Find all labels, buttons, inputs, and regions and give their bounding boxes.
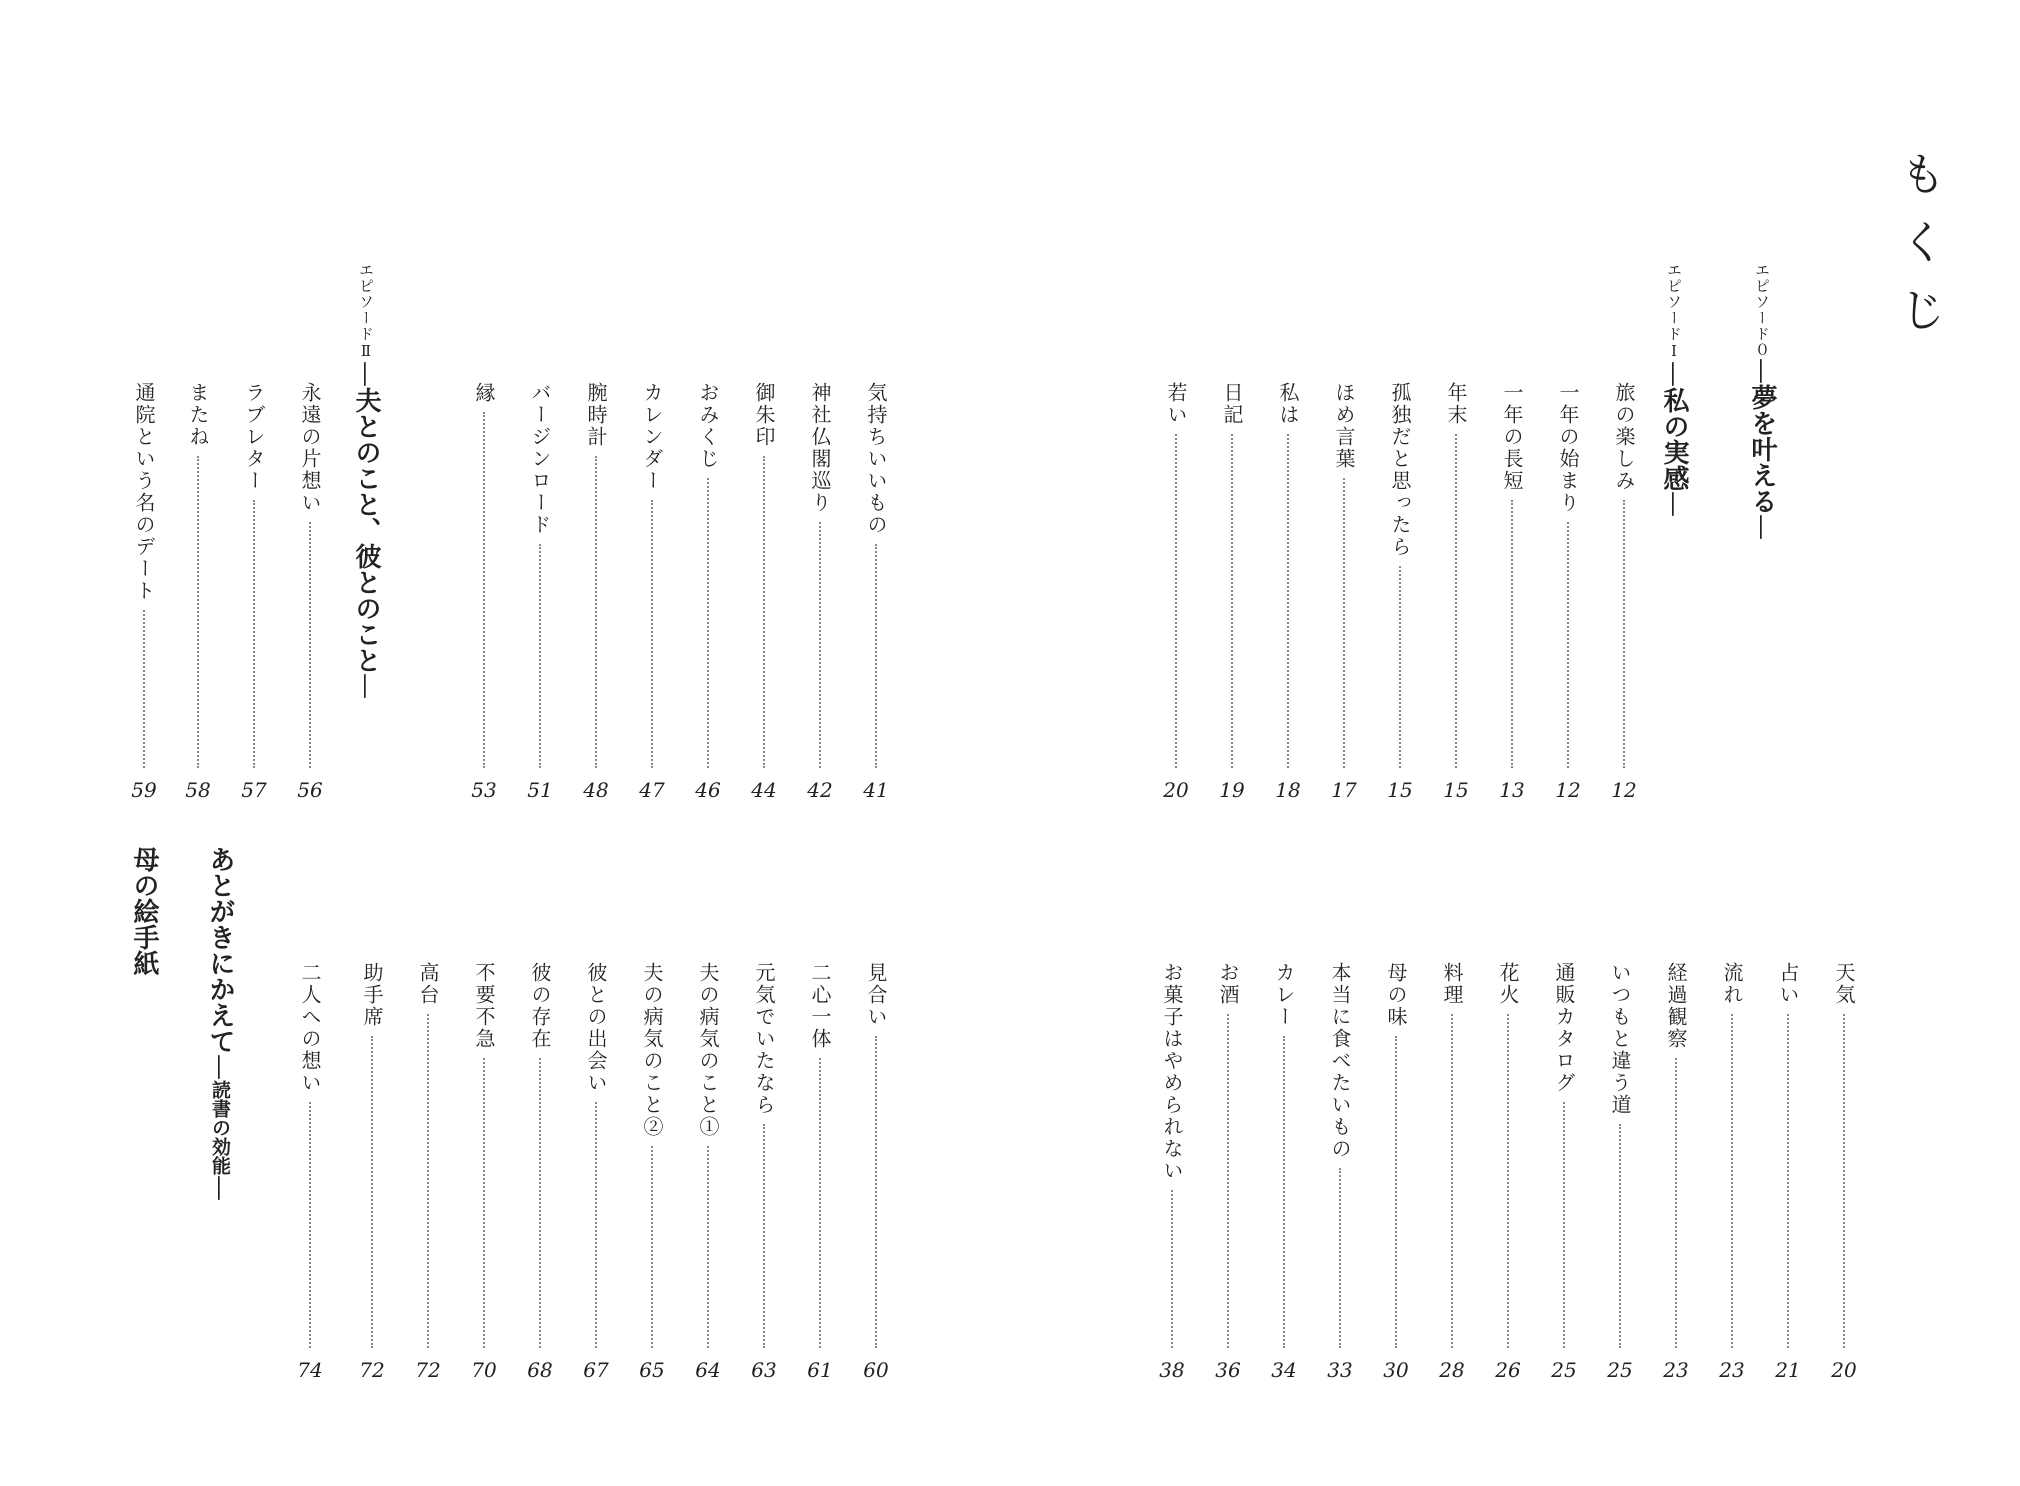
toc-page-number: 15 [1387,778,1413,802]
toc-entry-title: お菓子はやめられない [1160,962,1184,1182]
toc-leader-dots [595,1102,597,1348]
toc-leader-dots [1843,1014,1845,1348]
toc-entry-title: 料理 [1440,962,1464,1006]
toc-leader-dots [1287,434,1289,768]
toc-page-number: 12 [1611,778,1637,802]
section-episode-0-title: 夢を叶える [1747,384,1777,514]
toc-leader-dots [1563,1102,1565,1348]
toc-page-number: 58 [185,778,211,802]
toc-page-number: 72 [359,1358,385,1382]
toc-entry-title: 旅の楽しみ [1612,382,1636,492]
toc-page-number: 70 [471,1358,497,1382]
toc-leader-dots [595,456,597,768]
section-afterword-title: あとがきにかえて [205,846,235,1054]
toc-leader-dots [1507,1014,1509,1348]
toc-page-number: 64 [695,1358,721,1382]
toc-entry-title: 本当に食べたいもの [1328,962,1352,1160]
toc-entry-title: いつもと違う道 [1608,962,1632,1116]
toc-page-number: 68 [527,1358,553,1382]
toc-entry-title: 私は [1276,382,1300,426]
toc-entry-title: 二人への想い [298,962,322,1094]
section-episode-2-label: エピソードⅡ [357,262,375,361]
toc-page-number: 65 [639,1358,665,1382]
toc-entry-title: 永遠の片想い [298,382,322,514]
section-mothers-letters [130,846,158,976]
toc-page-number: 12 [1555,778,1581,802]
toc-entry-title: ラブレター [242,382,266,492]
toc-entry-title: お酒 [1216,962,1240,1006]
toc-leader-dots [483,412,485,768]
toc-page-number: 20 [1831,1358,1857,1382]
toc-leader-dots [819,522,821,768]
toc-page-number: 30 [1383,1358,1409,1382]
section-dash: — [205,1175,235,1201]
toc-leader-dots [309,522,311,768]
toc-leader-dots [253,500,255,768]
toc-leader-dots [197,456,199,768]
toc-entry-title: 花火 [1496,962,1520,1006]
toc-entry-title: 神社仏閣巡り [808,382,832,514]
toc-page-number: 67 [583,1358,609,1382]
toc-page-number: 25 [1551,1358,1577,1382]
toc-page-number: 46 [695,778,721,802]
toc-leader-dots [651,500,653,768]
section-afterword [206,846,234,1201]
toc-page-number: 59 [131,778,157,802]
section-dash: — [1747,514,1777,540]
toc-entry-title: 夫の病気のこと① [696,962,720,1138]
toc-leader-dots [1511,500,1513,768]
section-afterword-subtitle: 読書の効能 [209,1080,231,1175]
toc-leader-dots [707,478,709,768]
toc-page-number: 63 [751,1358,777,1382]
toc-entry-title: カレンダー [640,382,664,492]
toc-entry-title: 若い [1164,382,1188,426]
toc-page-number: 36 [1215,1358,1241,1382]
toc-page-number: 25 [1607,1358,1633,1382]
toc-entry-title: 見合い [864,962,888,1028]
toc-leader-dots [1399,566,1401,768]
toc-page-number: 57 [241,778,267,802]
toc-page-number: 51 [527,778,553,802]
toc-entry-title: またね [186,382,210,448]
toc-entry-title: 元気でいたなら [752,962,776,1116]
toc-leader-dots [1283,1036,1285,1348]
section-episode-1 [1660,262,1688,517]
toc-entry-title: 夫の病気のこと② [640,962,664,1138]
page-title: もくじ [1893,150,1947,354]
toc-page-number: 18 [1275,778,1301,802]
toc-page-number: 20 [1163,778,1189,802]
section-episode-1-label: エピソードⅠ [1665,262,1683,361]
section-episode-1-title: 私の実感 [1659,387,1689,491]
toc-leader-dots [1451,1014,1453,1348]
toc-entry-title: 通院という名のデート [132,382,156,602]
toc-page-number: 38 [1159,1358,1185,1382]
section-episode-2 [352,262,380,699]
toc-entry-title: おみくじ [696,382,720,470]
toc-leader-dots [1623,500,1625,768]
toc-entry-title: 通販カタログ [1552,962,1576,1094]
toc-entry-title: 御朱印 [752,382,776,448]
section-dash: — [1659,491,1689,517]
toc-leader-dots [1339,1168,1341,1348]
toc-page-number: 56 [297,778,323,802]
section-episode-0-label: エピソード０ [1753,262,1771,358]
toc-entry-title: 流れ [1720,962,1744,1006]
toc-entry-title: 孤独だと思ったら [1388,382,1412,558]
toc-entry-title: 気持ちいいもの [864,382,888,536]
section-dash: — [205,1054,235,1080]
toc-leader-dots [651,1146,653,1348]
toc-leader-dots [371,1036,373,1348]
toc-page-number: 48 [583,778,609,802]
toc-page-number: 28 [1439,1358,1465,1382]
toc-leader-dots [539,544,541,768]
toc-page-number: 13 [1499,778,1525,802]
toc-leader-dots [427,1014,429,1348]
toc-leader-dots [763,456,765,768]
toc-page-number: 61 [807,1358,833,1382]
section-dash: — [1659,361,1689,387]
toc-leader-dots [1455,434,1457,768]
toc-leader-dots [1171,1190,1173,1348]
toc-page-number: 33 [1327,1358,1353,1382]
toc-leader-dots [1175,434,1177,768]
toc-entry-title: 彼の存在 [528,962,552,1050]
toc-leader-dots [707,1146,709,1348]
toc-page-number: 21 [1775,1358,1801,1382]
toc-leader-dots [819,1058,821,1348]
toc-page-number: 41 [863,778,889,802]
toc-page-number: 60 [863,1358,889,1382]
toc-page-number: 19 [1219,778,1245,802]
section-dash: — [351,361,381,387]
toc-leader-dots [875,544,877,768]
toc-entry-title: ほめ言葉 [1332,382,1356,470]
toc-page-number: 34 [1271,1358,1297,1382]
toc-page-number: 47 [639,778,665,802]
toc-entry-title: 彼との出会い [584,962,608,1094]
toc-leader-dots [483,1058,485,1348]
section-dash: — [351,673,381,699]
toc-entry-title: 年末 [1444,382,1468,426]
toc-leader-dots [1227,1014,1229,1348]
toc-leader-dots [539,1058,541,1348]
toc-entry-title: 一年の長短 [1500,382,1524,492]
section-episode-0 [1748,262,1776,540]
toc-leader-dots [1731,1014,1733,1348]
toc-page-number: 23 [1663,1358,1689,1382]
toc-leader-dots [1567,522,1569,768]
toc-page-number: 53 [471,778,497,802]
toc-entry-title: バージンロード [528,382,552,536]
section-dash: — [1747,358,1777,384]
toc-page-number: 23 [1719,1358,1745,1382]
toc-leader-dots [1619,1124,1621,1348]
toc-leader-dots [763,1124,765,1348]
toc-page-number: 74 [297,1358,323,1382]
toc-page-number: 17 [1331,778,1357,802]
toc-entry-title: 助手席 [360,962,384,1028]
section-mothers-letters-title: 母の絵手紙 [129,846,159,976]
toc-entry-title: 日記 [1220,382,1244,426]
toc-entry-title: 不要不急 [472,962,496,1050]
toc-entry-title: カレー [1272,962,1296,1028]
toc-leader-dots [875,1036,877,1348]
toc-entry-title: 二心一体 [808,962,832,1050]
toc-page-number: 44 [751,778,777,802]
toc-leader-dots [143,610,145,768]
section-episode-2-title: 夫とのこと、彼とのこと [351,387,381,673]
toc-page-number: 26 [1495,1358,1521,1382]
toc-entry-title: 母の味 [1384,962,1408,1028]
toc-entry-title: 一年の始まり [1556,382,1580,514]
toc-leader-dots [1787,1014,1789,1348]
toc-page-number: 42 [807,778,833,802]
toc-leader-dots [1675,1058,1677,1348]
toc-page-number: 15 [1443,778,1469,802]
toc-entry-title: 占い [1776,962,1800,1006]
toc-entry-title: 高台 [416,962,440,1006]
toc-leader-dots [309,1102,311,1348]
toc-leader-dots [1395,1036,1397,1348]
toc-leader-dots [1343,478,1345,768]
toc-entry-title: 経過観察 [1664,962,1688,1050]
toc-page-number: 72 [415,1358,441,1382]
toc-entry-title: 縁 [472,382,496,404]
toc-leader-dots [1231,434,1233,768]
toc-entry-title: 腕時計 [584,382,608,448]
toc-entry-title: 天気 [1832,962,1856,1006]
